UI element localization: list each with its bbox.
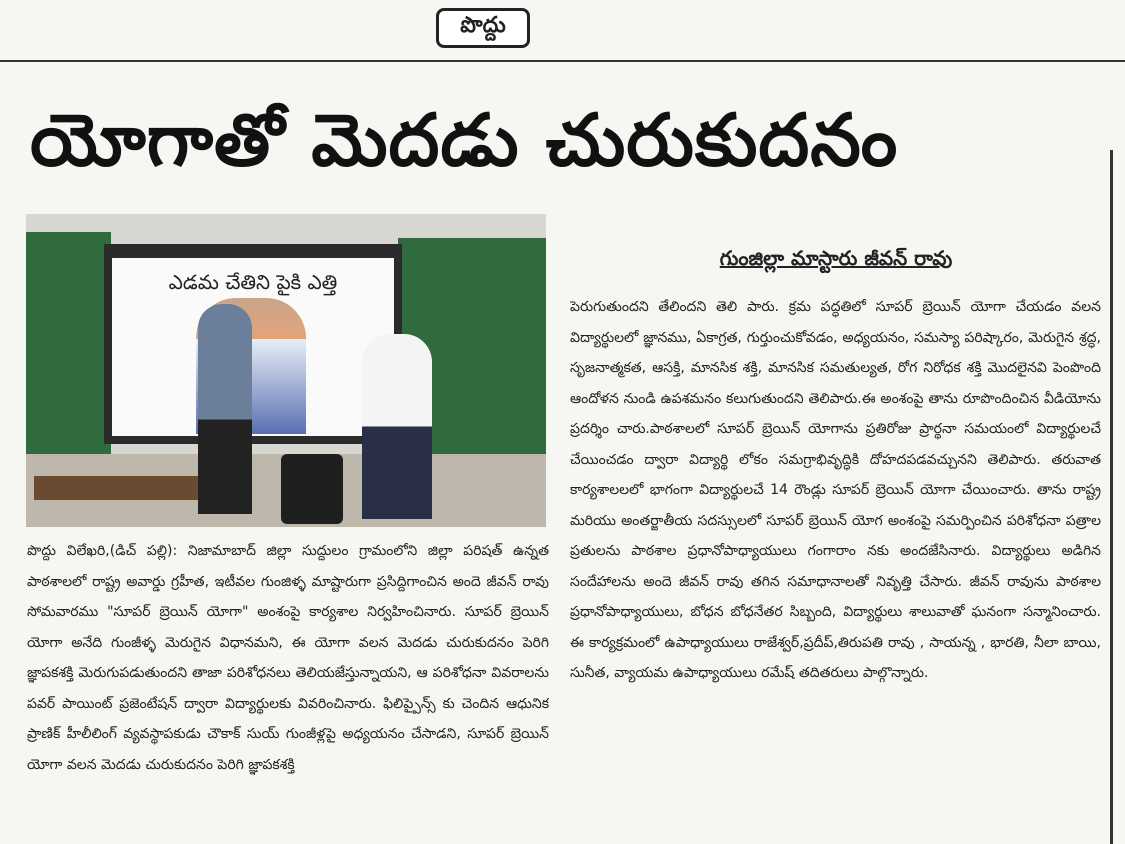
student-figure bbox=[362, 334, 432, 519]
projector-screen bbox=[112, 258, 394, 436]
article-photo bbox=[26, 214, 546, 527]
article-body-right-column: పెరుగుతుందని తేలిందని తెలి పారు. క్రమ పద్ధతిలో సూపర్ బ్రెయిన్ యోగా చేయడం వలన విద్యార్థులలో జ్ఞానము, ఏకాగ్రత, గుర్తుంచుకోవడం, అధ్యయనం, సమస్యా పరిష్కారం, మెరుగైన శ్రద్ధ, సృజనాత్మకత, ఆసక్తి, మానసిక శక్తి, మానసిక సమతుల్యత, రోగ నిరోధక శక్తి మొదలైనవి పెంపొంది ఆందోళన నుండి ఉపశమనం కలుగుతుందని తెలిపారు.ఈ అంశంపై తాను రూపొందించిన వీడియోను ప్రదర్శిం చారు.పాఠశాలలో సూపర్ బ్రెయిన్ యోగాను ప్రతిరోజు ప్రార్థనా సమయంలో విద్యార్థులచే చేయించడం ద్వారా విద్యార్థి లోకం సమగ్రాభివృద్ధికి దోహదపడవచ్చునని తెలిపారు. తరువాత కార్యశాలలలో భాగంగా విద్యార్థులచే 14 రౌండ్లు సూపర్ బ్రెయిన్ యోగా చేయించారు. తాను రాష్ట్ర మరియు అంతర్జాతీయ సదస్సులలో సూపర్ బ్రెయిన్ యోగ అంశంపై సమర్పించిన పరిశోధనా పత్రాల ప్రతులను పాఠశాల ప్రధానోపాధ్యాయులు గంగారాం నకు అందజేసినారు. విద్యార్థులు అడిగిన సందేహాలను అందె జీవన్ రావు తగిన సమాధానాలతో నివృత్తి చేసారు. జీవన్ రావును పాఠశాల ప్రధానోపాధ్యాయులు, బోధన బోధనేతర సిబ్బంది, విద్యార్థులు శాలువాతో ఘనంగా సన్మానించారు. ఈ కార్యక్రమంలో ఉపాధ్యాయులు రాజేశ్వర్,ప్రదీప్,తిరుపతి రావు , సాయన్న , భారతి, నీలా బాయి, సునీత, వ్యాయమ ఉపాధ్యాయులు రమేష్ తదితరులు పాల్గొన్నారు. bbox=[570, 299, 1101, 681]
adjacent-article-edge bbox=[1110, 150, 1125, 844]
teacher-figure bbox=[198, 304, 252, 514]
article-subheading: గుంజిల్లా మాస్టారు జీవన్ రావు bbox=[719, 246, 953, 270]
classroom-table bbox=[34, 476, 224, 500]
screen-caption: ఎడమ చేతిని పైకి ఎత్తి bbox=[168, 270, 338, 294]
article-body-left-column: పొద్దు విలేఖరి,(డిచ్ పల్లి): నిజామాబాద్ జిల్లా సుద్దులం గ్రామంలోని జిల్లా పరిషత్ ఉన్నత పాఠశాలలో రాష్ట్ర అవార్డు గ్రహీత, ఇటీవల గుంజిళ్ళ మాష్టారుగా ప్రసిద్దిగాంచిన అందె జీవన్ రావు సోమవారము "సూపర్ బ్రెయిన్ యోగా" అంశంపై కార్యశాల నిర్వహించినారు. సూపర్ బ్రెయిన్ యోగా అనేది గుంజీళ్ళ మెరుగైన విధానమని, ఈ యోగా వలన మెదడు చురుకుదనం పెరిగి జ్ఞాపకశక్తి మెరుగుపడుతుందని తాజా పరిశోధనలు తెలియజేస్తున్నాయని, ఆ పరిశోధనా వివరాలను పవర్ పాయింట్ ప్రజెంటేషన్ ద్వారా విద్యార్థులకు వివరించినారు. ఫిలిప్పైన్స్ కు చెందిన ఆధునిక ప్రాణిక్ హీలీలింగ్ వ్యవస్థాపకుడు చౌకాక్ సుయ్ గుంజీళ్లపై అధ్యయనం చేసాడని, సూపర్ బ్రెయిన్ యోగా వలన మెదడు చురుకుదనం పెరిగి జ్ఞాపకశక్తి bbox=[27, 543, 549, 773]
masthead-logo: పొద్దు bbox=[436, 8, 530, 48]
headline: యోగాతో మెదడు చురుకుదనం bbox=[30, 98, 899, 182]
header-rule bbox=[0, 60, 1125, 62]
green-board-left bbox=[26, 232, 111, 454]
speaker-box bbox=[281, 454, 343, 524]
